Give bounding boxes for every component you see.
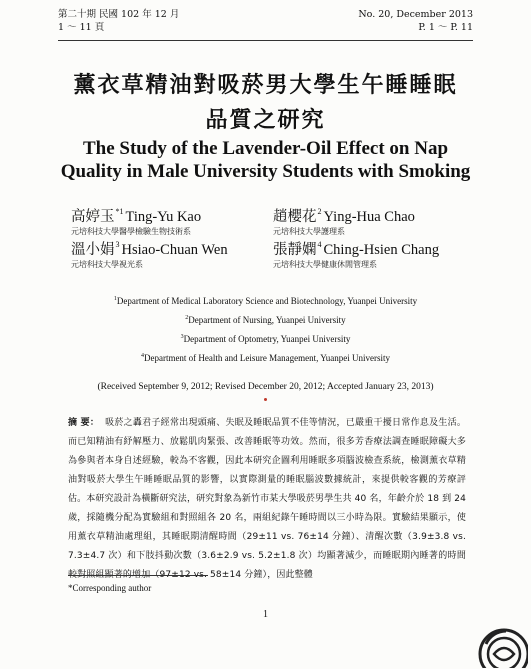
abstract: [68, 414, 466, 585]
publisher-logo-icon: [454, 614, 528, 668]
author-name-en: Ying-Hua Chao: [323, 209, 415, 225]
author-mark: 3: [115, 240, 120, 249]
department-1: [0, 296, 531, 306]
author-1: [71, 205, 201, 226]
author-mark: 4: [317, 240, 322, 249]
author-name-zh: 高婷玉: [71, 209, 115, 225]
author-mark: *1: [115, 207, 124, 216]
author-1-affiliation: 元培科技大學醫學檢驗生物技術系: [71, 227, 191, 236]
author-3-affiliation: 元培科技大學視光系: [71, 260, 143, 269]
author-4: [273, 238, 439, 259]
pages-zh: 1 ～ 11 頁: [58, 22, 105, 33]
author-name-en: Ting-Yu Kao: [125, 209, 202, 225]
author-name-en: Ching-Hsien Chang: [323, 242, 440, 258]
department-mark: 4: [140, 353, 144, 359]
issue-zh: 第二十期 民國 102 年 12 月: [58, 9, 180, 20]
author-2: [273, 205, 415, 226]
author-2-affiliation: 元培科技大學護理系: [273, 227, 345, 236]
department-mark: 1: [113, 296, 117, 302]
footnote-divider: [68, 575, 208, 576]
footnote-corresponding-author: *Corresponding author: [68, 583, 152, 593]
page-number: 1: [263, 609, 268, 620]
pages-en: P. 1 ～ P. 11: [418, 22, 473, 33]
header-right: [358, 8, 473, 34]
red-marker-dot: [264, 398, 267, 401]
author-mark: 2: [317, 207, 322, 216]
author-name-zh: 溫小娟: [71, 242, 115, 258]
author-name-zh: 張靜嫻: [273, 242, 317, 258]
abstract-text: 吸菸之轟君子經常出現頭痛、失眠及睡眠品質不佳等情況，已嚴重干擾日常作息及生活。而已知精油有紓解壓力、放鬆肌肉緊張、改善睡眠等功效。然而，很多芳香療法調查睡眠障礙大多為參與者本身自述經驗，較為不客觀，因此本研究企圖利用睡眠多項腦波檢查系統，檢測薰衣草精油對吸菸大學生午睡睡眠品質的影響，以實際測量的睡眠腦波數據統計，來提供較客觀的芳療評估。本研究設計為橫斷研究法，研究對象為新竹市某大學吸菸男學生共 40 名，年齡介於 18 到 24 歲，採隨機分配為實驗組和對照組各 20 名，兩組紀錄午睡時間以三小時為限。實驗結果顯示，使用薰衣草精油處理組，其睡眠期清醒時間（29±11 vs. 76±14 分鐘）、清醒次數（3.9±3.8 vs. 7.3±4.7 次）和下肢抖動次數（3.6±2.9 vs. 5.2±1.8 次）均顯著減少，而睡眠期內睡著的時間較對照組顯著的增加（97±12 vs. 58±14 分鐘），因此整體: [68, 418, 467, 580]
department-text: Department of Medical Laboratory Science and Biotechnology, Yuanpei University: [116, 296, 418, 306]
department-3: [0, 334, 531, 344]
department-text: Department of Optometry, Yuanpei University: [183, 334, 351, 344]
issue-en: No. 20, December 2013: [358, 9, 473, 20]
department-2: [0, 315, 531, 325]
title-en-line1: The Study of the Lavender-Oil Effect on Nap: [82, 138, 449, 159]
title-zh-line2: 品質之研究: [205, 108, 326, 133]
header-divider: [58, 40, 473, 41]
department-mark: 2: [185, 315, 189, 321]
header-left: [58, 8, 179, 34]
author-name-en: Hsiao-Chuan Wen: [121, 242, 228, 258]
abstract-label: 摘 要：: [68, 418, 100, 428]
department-mark: 3: [180, 334, 184, 340]
author-4-affiliation: 元培科技大學健康休閒管理系: [273, 260, 377, 269]
department-text: Department of Nursing, Yuanpei University: [188, 315, 346, 325]
received-dates: (Received September 9, 2012; Revised December 20, 2012; Accepted January 23, 2013): [97, 382, 434, 392]
author-3: [71, 238, 228, 259]
department-4: [0, 353, 531, 363]
author-name-zh: 趙櫻花: [273, 209, 317, 225]
title-en-line2: Quality in Male University Students with Smoking: [60, 161, 471, 182]
department-text: Department of Health and Leisure Management, Yuanpei University: [143, 353, 391, 363]
title-zh-line1: 薰衣草精油對吸菸男大學生午睡睡眠: [73, 73, 458, 98]
